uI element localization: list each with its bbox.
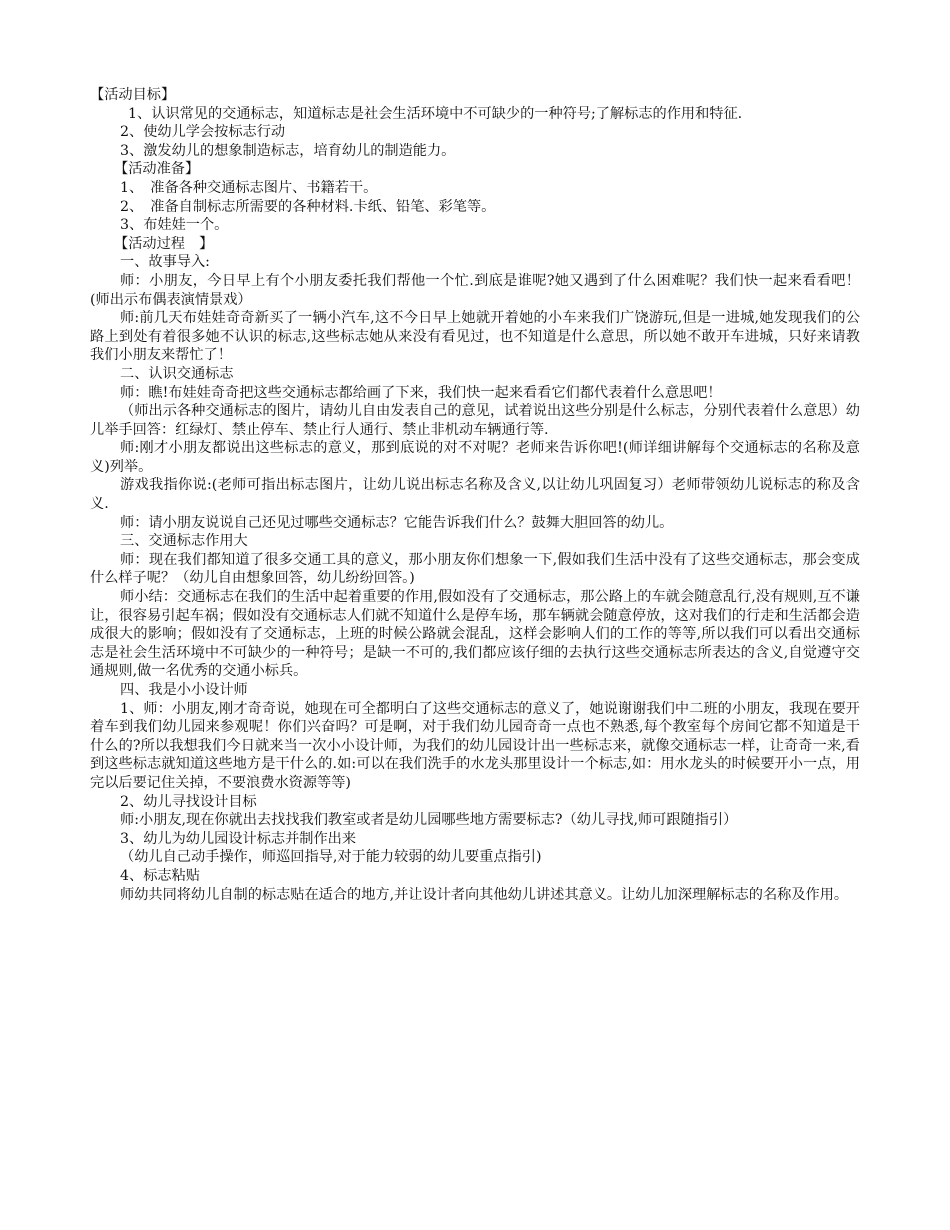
paragraph-hands-on: （幼儿自己动手操作，师巡回指导,对于能力较弱的幼儿要重点指引) <box>120 849 542 866</box>
paragraph-doll-story: 师:前几天布娃娃奇奇新买了一辆小汽车,这不今日早上她就开着她的小车来我们广饶游玩,但是一进城,她发现我们的公路上到处有着很多她不认识的标志,这些标志她从来没有看见过，也不知道是什么意思，所以她不敢开车进城，只好来请教我们小朋友来帮忙了！ <box>90 310 860 364</box>
step-find-targets: 2、幼儿寻找设计目标 <box>120 793 257 810</box>
prep-item-1: 1、 准备各种交通标志图片、书籍若干。 <box>120 179 378 196</box>
prep-item-2: 2、 准备自制标志所需要的各种材料.卡纸、铅笔、彩笔等。 <box>120 198 496 215</box>
section-heading-goals: 【活动目标】 <box>90 87 176 103</box>
subheading-designer: 四、我是小小设计师 <box>120 682 248 698</box>
document-body <box>90 86 860 904</box>
section-heading-process: 【活动过程 】 <box>114 235 214 252</box>
section-heading-preparation: 【活动准备】 <box>114 161 200 178</box>
paragraph-explain-signs: 师:刚才小朋友都说出这些标志的意义，那到底说的对不对呢？老师来告诉你吧!(师详细讲解每个交通标志的名称及意义)列举。 <box>90 440 860 475</box>
paragraph-paste-together: 师幼共同将幼儿自制的标志贴在适合的地方,并让设计者向其他幼儿讲述其意义。让幼儿加深理解标志的名称及作用。 <box>120 886 849 903</box>
paragraph-summary: 师小结：交通标志在我们的生活中起着重要的作用,假如没有了交通标志，那公路上的车就会随意乱行,没有规则,互不谦让，很容易引起车祸；假如没有交通标志人们就不知道什么是停车场，那车辆就会随意停放，这对我们的行走和生活都会造成很大的影响；假如没有了交通标志，上班的时候公路就会混乱，这样会影响人们的工作的等等,所以我们可以看出交通标志是社会生活环境中不可缺少的一种符号；是缺一不可的,我们都应该仔细的去执行这些交通标志所表达的含义,自觉遵守交通规则,做一名优秀的交通小标兵。 <box>90 589 860 680</box>
paragraph-imagine: 师：现在我们都知道了很多交通工具的意义，那小朋友你们想象一下,假如我们生活中没有了这些交通标志，那会变成什么样子呢？（幼儿自由想象回答，幼儿纷纷回答。) <box>90 551 860 587</box>
goal-item-2: 2、使幼儿学会按标志行动 <box>120 124 286 141</box>
goal-item-1: 1、认识常见的交通标志，知道标志是社会生活环境中不可缺少的一种符号;了解标志的作用和特征. <box>128 105 743 122</box>
paragraph-other-signs: 师：请小朋友说说自己还见过哪些交通标志？它能告诉我们什么？鼓舞大胆回答的幼儿。 <box>120 514 674 531</box>
subheading-story-intro: 一、故事导入: <box>120 254 210 271</box>
step-design-signs: 3、幼儿为幼儿园设计标志并制作出来 <box>120 830 357 847</box>
paragraph-designer-intro: 1、师：小朋友,刚才奇奇说，她现在可全都明白了这些交通标志的意义了，她说谢谢我们中二班的小朋友，我现在要开着车到我们幼儿园来参观呢！你们兴奋吗？可是啊，对于我们幼儿园奇奇一点也不熟悉,每个教室每个房间它都不知道是干什么的?所以我想我们今日就来当一次小小设计师，为我们的幼儿园设计出一些标志来，就像交通标志一样，让奇奇一来,看到这些标志就知道这些地方是干什么的.如:可以在我们洗手的水龙头那里设计一个标志,如：用水龙头的时候要开小一点，用完以后要记住关掉，不要浪费水资源等等) <box>90 700 860 791</box>
paragraph-show-pictures: （师出示各种交通标志的图片，请幼儿自由发表自己的意见，试着说出这些分别是什么标志，分别代表着什么意思）幼儿举手回答：红绿灯、禁止停车、禁止行人通行、禁止非机动车辆通行等. <box>90 403 860 438</box>
goal-item-3: 3、激发幼儿的想象制造标志，培育幼儿的制造能力。 <box>120 142 456 159</box>
paragraph-teacher-intro: 师：小朋友，今日早上有个小朋友委托我们帮他一个忙.到底是谁呢?她又遇到了什么困难呢？我们快一起来看看吧！(师出示布偶表演情景戏） <box>90 272 860 308</box>
paragraph-point-game: 游戏我指你说:(老师可指出标志图片，让幼儿说出标志名称及含义,以让幼儿巩固复习）老师带领幼儿说标志的称及含义. <box>90 477 860 513</box>
prep-item-3: 3、布娃娃一个。 <box>120 217 229 234</box>
step-paste-signs: 4、标志粘贴 <box>120 867 200 884</box>
subheading-sign-importance: 三、交通标志作用大 <box>120 533 248 550</box>
paragraph-look-signs: 师：瞧!布娃娃奇奇把这些交通标志都给画了下来，我们快一起来看看它们都代表着什么意思吧！ <box>120 384 722 401</box>
subheading-recognize-signs: 二、认识交通标志 <box>120 365 234 382</box>
paragraph-find-places: 师:小朋友,现在你就出去找找我们教室或者是幼儿园哪些地方需要标志?（幼儿寻找,师可跟随指引） <box>120 812 738 829</box>
